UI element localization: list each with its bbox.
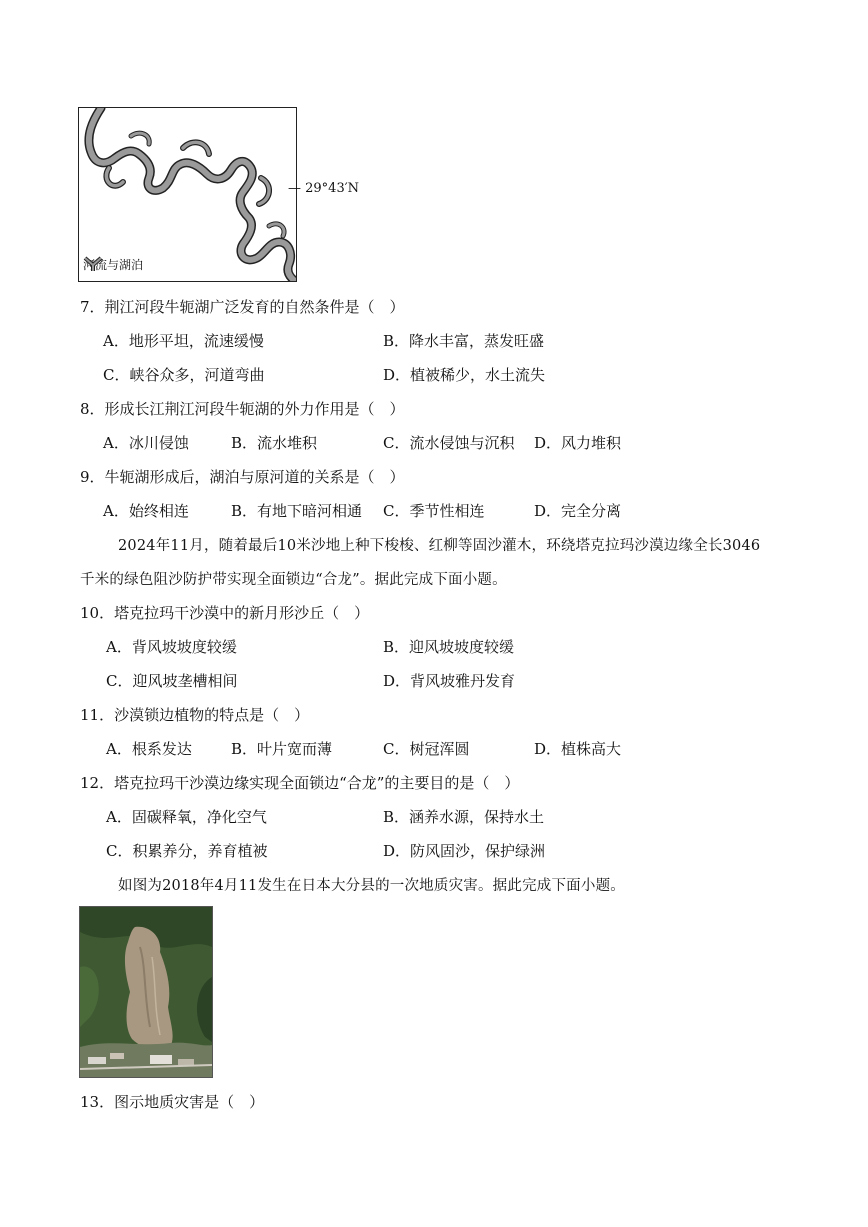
question-7-option-a[interactable]: A．地形平坦，流速缓慢 xyxy=(103,332,264,350)
question-10-option-c[interactable]: C．迎风坡垄槽相间 xyxy=(106,672,238,690)
passage-1-line-1: 2024年11月，随着最后10米沙地上种下梭梭、红柳等固沙灌木，环绕塔克拉玛沙漠边缘全长3046 xyxy=(118,538,761,554)
question-11-stem: 11．沙漠锁边植物的特点是（ ） xyxy=(80,706,310,724)
map-legend xyxy=(83,256,143,273)
question-8-option-b[interactable]: B．流水堆积 xyxy=(231,434,318,452)
question-7-stem: 7．荆江河段牛轭湖广泛发育的自然条件是（ ） xyxy=(80,298,405,316)
legend-label: 河流与湖泊 xyxy=(83,258,144,272)
question-8-option-a[interactable]: A．冰川侵蚀 xyxy=(103,434,189,452)
question-9-stem: 9．牛轭湖形成后，湖泊与原河道的关系是（ ） xyxy=(80,468,405,486)
question-8-option-d[interactable]: D．风力堆积 xyxy=(534,434,622,452)
landslide-photo-drawing xyxy=(80,907,212,1077)
question-11-option-a[interactable]: A．根系发达 xyxy=(106,740,192,758)
question-11-option-d[interactable]: D．植株高大 xyxy=(534,740,622,758)
passage-2: 如图为2018年4月11发生在日本大分县的一次地质灾害。据此完成下面小题。 xyxy=(118,878,625,894)
question-11-option-c[interactable]: C．树冠浑圆 xyxy=(383,740,470,758)
question-8-option-c[interactable]: C．流水侵蚀与沉积 xyxy=(383,434,515,452)
latitude-label: — 29°43′N xyxy=(288,181,360,196)
question-11-option-b[interactable]: B．叶片宽而薄 xyxy=(231,740,333,758)
question-10-option-d[interactable]: D．背风坡雅丹发育 xyxy=(383,672,516,690)
question-9-option-a[interactable]: A．始终相连 xyxy=(103,502,189,520)
question-10-option-a[interactable]: A．背风坡坡度较缓 xyxy=(106,638,237,656)
river-legend-icon xyxy=(83,256,103,272)
question-10-option-b[interactable]: B．迎风坡坡度较缓 xyxy=(383,638,515,656)
question-9-option-b[interactable]: B．有地下暗河相通 xyxy=(231,502,363,520)
question-12-option-a[interactable]: A．固碳释氧，净化空气 xyxy=(106,808,267,826)
landslide-photo xyxy=(79,906,213,1078)
question-7-option-b[interactable]: B．降水丰富，蒸发旺盛 xyxy=(383,332,545,350)
question-12-stem: 12．塔克拉玛干沙漠边缘实现全面锁边“合龙”的主要目的是（ ） xyxy=(80,774,520,792)
question-12-option-c[interactable]: C．积累养分，养育植被 xyxy=(106,842,268,860)
question-12-option-d[interactable]: D．防风固沙，保护绿洲 xyxy=(383,842,546,860)
passage-1-line-2: 千米的绿色阻沙防护带实现全面锁边“合龙”。据此完成下面小题。 xyxy=(80,572,507,588)
question-7-option-d[interactable]: D．植被稀少，水土流失 xyxy=(383,366,546,384)
question-10-stem: 10．塔克拉玛干沙漠中的新月形沙丘（ ） xyxy=(80,604,370,622)
question-12-option-b[interactable]: B．涵养水源，保持水土 xyxy=(383,808,545,826)
question-7-option-c[interactable]: C．峡谷众多，河道弯曲 xyxy=(103,366,265,384)
question-9-option-d[interactable]: D．完全分离 xyxy=(534,502,622,520)
question-8-stem: 8．形成长江荆江河段牛轭湖的外力作用是（ ） xyxy=(80,400,405,418)
river-map xyxy=(78,107,297,282)
question-9-option-c[interactable]: C．季节性相连 xyxy=(383,502,485,520)
question-13-stem: 13．图示地质灾害是（ ） xyxy=(80,1093,265,1111)
